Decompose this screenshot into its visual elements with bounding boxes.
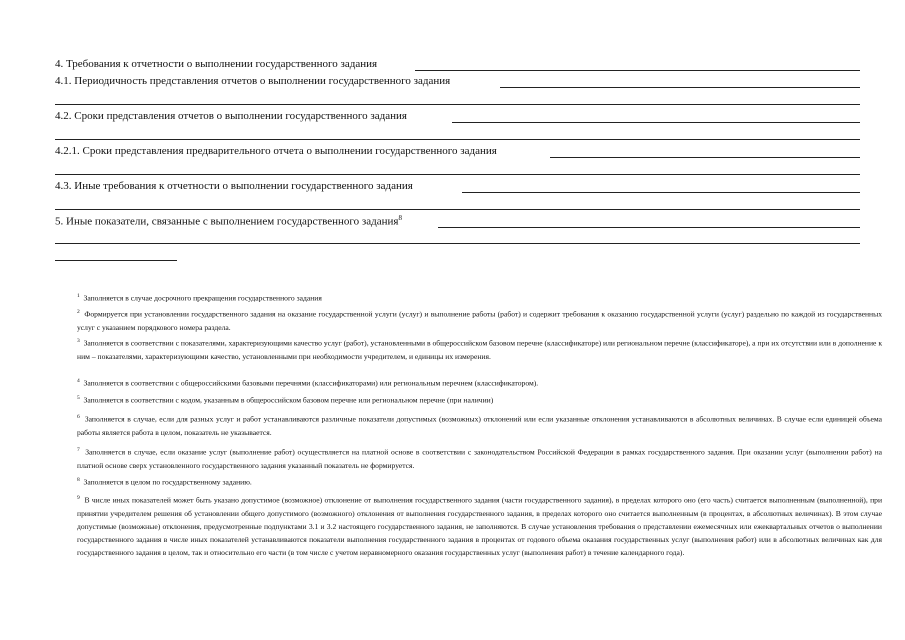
footnote-5: $^5$ Заполняется в соответствии с кодом, указанным в общероссийском базовом перечне или региональном перечне (при наличии) (77, 395, 494, 405)
fill-line (415, 70, 860, 71)
section-5-heading: 5. Иные показатели, связанные с выполнением государственного задания$^8$ (55, 214, 402, 228)
fill-line (500, 87, 860, 88)
footnote-6: $^6$ Заполняется в случае, если для разных услуг и работ устанавливаются различные показатели допустимых (возможных) отклонений или если указанные отклонения устанавливаются в абсолютных величинах. В случае если единицей объема работы является работа в целом, показатель не указывается. (77, 414, 882, 437)
footnote-8: $^8$ Заполняется в целом по государственному заданию. (77, 477, 252, 487)
footnote-ref: 8 (398, 214, 402, 222)
fill-line (55, 243, 860, 244)
section-4-3-heading: 4.3. Иные требования к отчетности о выполнении государственного задания (55, 180, 413, 192)
fill-line (550, 157, 860, 158)
section-4-1-heading: 4.1. Периодичность представления отчетов о выполнении государственного задания (55, 75, 451, 87)
fill-line (462, 192, 860, 193)
section-4-2-1-heading: 4.2.1. Сроки представления предварительного отчета о выполнении государственного задания (55, 145, 497, 157)
section-4-2-heading: 4.2. Сроки представления отчетов о выполнении государственного задания (55, 110, 407, 122)
footnote-3: $^3$ Заполняется в соответствии с показателями, характеризующими качество услуг (работ), установленными в общероссийском базовом перечне (классификаторе) или региональном перечне (классификаторе), а при их отсутствии или в дополнение к ним – показателями, характеризующими качество, установленными при необходимости учредителем, и единицы их измерения. (77, 338, 883, 361)
fill-line (438, 227, 860, 228)
footnote-7: $^7$ Заполняется в случае, если оказание услуг (выполнение работ) осуществляется на платной основе в соответствии с законодательством Российской Федерации в рамках государственного задания. При оказании услуг (выполнении работ) на платной основе сверх установленного государственного задания указанный показатель не формируется. (77, 447, 882, 470)
footnote-9: $^9$ В числе иных показателей может быть указано допустимое (возможное) отклонение от выполнения государственного задания (части государственного задания), в пределах которого оно (его часть) считается выполненным (выполненной), при принятии учредителем решения об установлении общего допустимого (возможного) отклонения от выполнения государственного задания, в пределах которого оно считается выполненным (в процентах, в абсолютных величинах). В этом случае допустимые (возможные) отклонения, предусмотренные подпунктами 3.1 и 3.2 настоящего государственного задания, не заполняются. В случае установления требования о представлении ежемесячных или ежеквартальных отчетов о выполнении государственного задания в числе иных показателей устанавливаются показатели выполнения государственного задания в процентах от годового объема оказания государственных услуг (выполнения работ) или в абсолютных величинах как для государственного задания в целом, так и относительно его части (в том числе с учетом неравномерного оказания государственных услуг (выполнения работ) в течение календарного года). (77, 495, 883, 557)
footnote-2: $^2$ Формируется при установлении государственного задания на оказание государственной услуги (услуг) и выполнение работы (работ) и содержит требования к оказанию государственной услуги (услуг) раздельно по каждой из государственных услуг с указанием порядкового номера раздела. (77, 309, 883, 332)
fill-line (55, 104, 860, 105)
fill-line (55, 174, 860, 175)
fill-line (55, 209, 860, 210)
section-4-heading: 4. Требования к отчетности о выполнении государственного задания (55, 58, 378, 70)
footnote-separator (55, 260, 177, 261)
footnote-4: $^4$ Заполняется в соответствии с общероссийскими базовыми перечнями (классификаторами) или региональным перечнем (классификатором). (77, 378, 539, 388)
fill-line (55, 139, 860, 140)
footnote-1: $^1$ Заполняется в случае досрочного прекращения государственного задания (77, 293, 322, 303)
fill-line (452, 122, 860, 123)
